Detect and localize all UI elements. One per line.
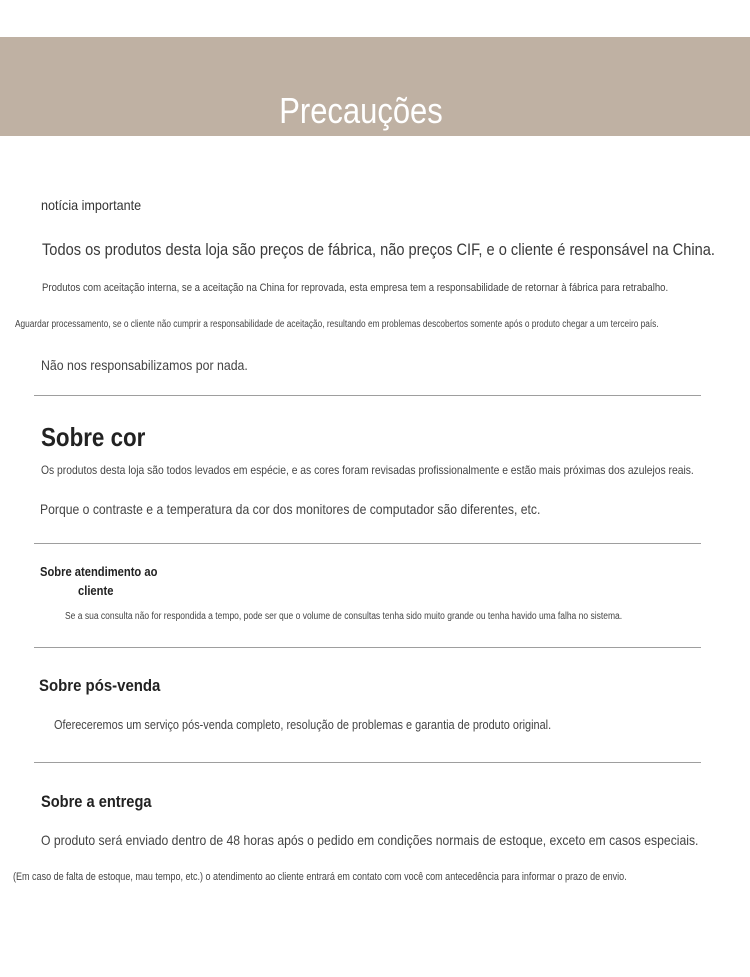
notice-paragraph: Todos os produtos desta loja são preços de fábrica, não preços CIF, e o cliente é responsável na China. xyxy=(42,240,715,259)
section-title-service: Sobre atendimento ao xyxy=(40,564,158,579)
section-title-color: Sobre cor xyxy=(41,422,146,452)
notice-paragraph: Produtos com aceitação interna, se a aceitação na China for reprovada, esta empresa tem a responsabilidade de retornar à fábrica para retrabalho. xyxy=(42,282,669,294)
notice-paragraph: Aguardar processamento, se o cliente não cumprir a responsabilidade de aceitação, resultando em problemas descobertos somente após o produto chegar a um terceiro país. xyxy=(15,319,659,330)
section-title-delivery: Sobre a entrega xyxy=(41,792,152,811)
section-title-after-sales: Sobre pós-venda xyxy=(39,676,161,695)
section-divider xyxy=(34,543,701,544)
delivery-paragraph: (Em caso de falta de estoque, mau tempo, etc.) o atendimento ao cliente entrará em contato com você com antecedência para informar o prazo de envio. xyxy=(13,871,627,883)
service-paragraph: Se a sua consulta não for respondida a tempo, pode ser que o volume de consultas tenha sido muito grande ou tenha havido uma falha no sistema. xyxy=(65,611,623,622)
delivery-paragraph: O produto será enviado dentro de 48 horas após o pedido em condições normais de estoque, exceto em casos especiais. xyxy=(41,832,699,848)
page-title: Precauções xyxy=(279,90,443,132)
section-divider xyxy=(34,395,701,396)
notice-paragraph: Não nos responsabilizamos por nada. xyxy=(41,357,248,373)
color-paragraph: Porque o contraste e a temperatura da cor dos monitores de computador são diferentes, etc. xyxy=(40,501,541,517)
after-sales-paragraph: Ofereceremos um serviço pós-venda completo, resolução de problemas e garantia de produto original. xyxy=(54,717,552,732)
section-divider xyxy=(34,647,701,648)
header-banner xyxy=(0,37,750,136)
section-divider xyxy=(34,762,701,763)
color-paragraph: Os produtos desta loja são todos levados em espécie, e as cores foram revisadas profissionalmente e estão mais próximas dos azulejos reais. xyxy=(41,463,694,477)
notice-label: notícia importante xyxy=(41,197,142,213)
section-title-service-line2: cliente xyxy=(78,583,114,598)
